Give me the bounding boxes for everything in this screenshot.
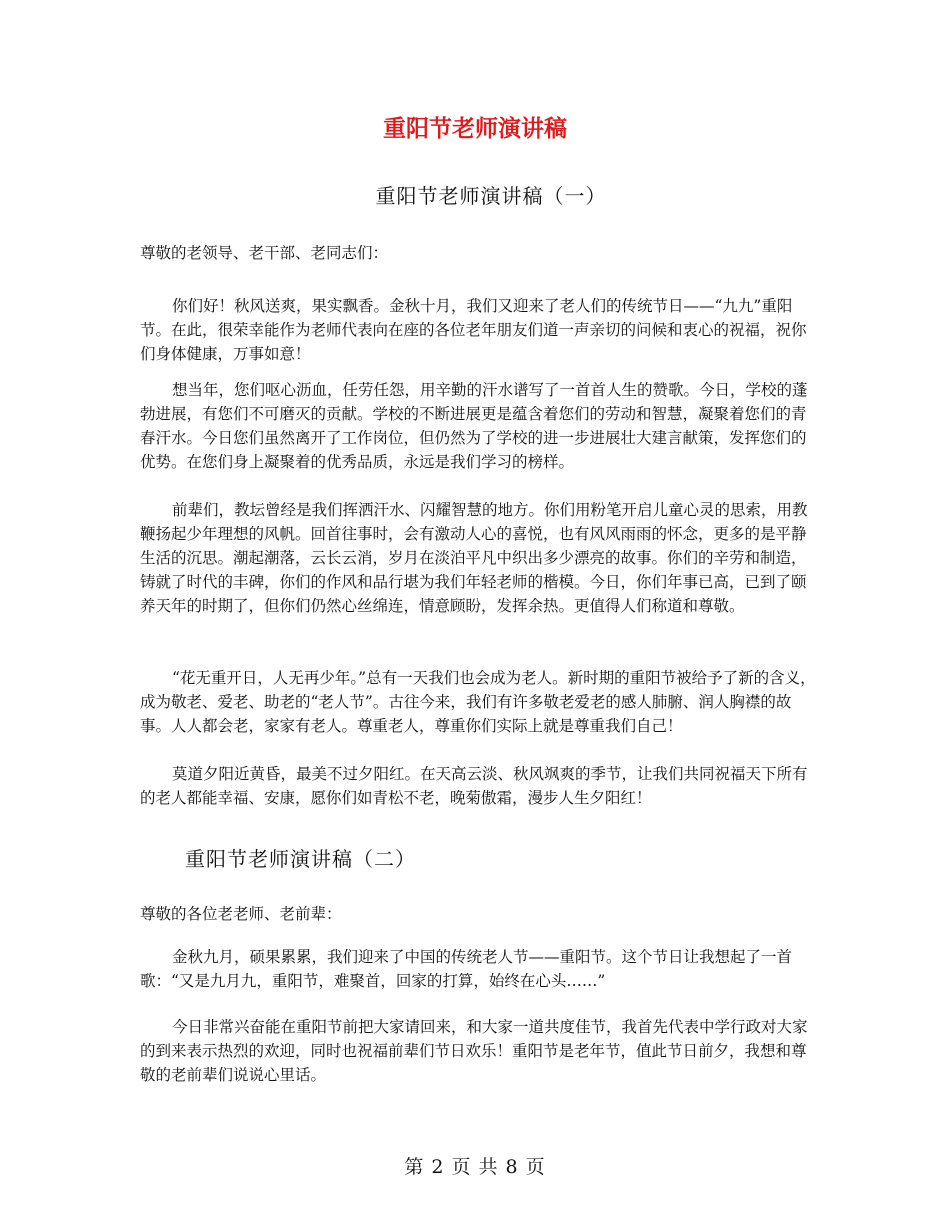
section-1-salutation: 尊敬的老领导、老干部、老同志们： (140, 244, 389, 262)
section-1-heading: 重阳节老师演讲稿（一） (375, 184, 607, 208)
section-1-paragraph-4: “花无重开日，人无再少年。”总有一天我们也会成为老人。新时期的重阳节被给予了新的含义，成为敬老、爱老、助老的“老人节”。古往今来，我们有许多敬老爱老的感人肺腑、润人胸襟的故事。人人都会老，家家有老人。尊重老人，尊重你们实际上就是尊重我们自己！ (140, 669, 816, 735)
section-2-paragraph-1: 金秋九月，硕果累累，我们迎来了中国的传统老人节——重阳节。这个节日让我想起了一首歌：“又是九月九，重阳节，难聚首，回家的打算，始终在心头……” (140, 948, 793, 990)
section-2-paragraph-2: 今日非常兴奋能在重阳节前把大家请回来，和大家一道共度佳节，我首先代表中学行政对大家的到来表示热烈的欢迎，同时也祝福前辈们节日欢乐！重阳节是老年节，值此节日前夕，我想和尊敬的老前辈们说说心里话。 (140, 1018, 808, 1084)
section-1-paragraph-3: 前辈们，教坛曾经是我们挥洒汗水、闪耀智慧的地方。你们用粉笔开启儿童心灵的思索，用教鞭扬起少年理想的风帆。回首往事时，会有激动人心的喜悦，也有风风雨雨的怀念，更多的是平静生活的沉思。潮起潮落，云长云消，岁月在淡泊平凡中织出多少漂亮的故事。你们的辛劳和制造，铸就了时代的丰碑，你们的作风和品行堪为我们年轻老师的楷模。今日，你们年事已高，已到了颐养天年的时期了，但你们仍然心丝绵连，情意顾盼，发挥余热。更值得人们称道和尊敬。 (140, 501, 808, 615)
document-title: 重阳节老师演讲稿 (383, 116, 567, 142)
section-2-salutation: 尊敬的各位老老师、老前辈： (140, 905, 342, 923)
section-1-paragraph-1: 你们好！秋风送爽，果实飘香。金秋十月，我们又迎来了老人们的传统节日——“九九”重阳节。在此，很荣幸能作为老师代表向在座的各位老年朋友们道一声亲切的问候和衷心的祝福，祝你们身体健康，万事如意！ (140, 297, 807, 363)
page-footer: 第 2 页 共 8 页 (404, 1156, 546, 1178)
section-1-paragraph-5: 莫道夕阳近黄昏，最美不过夕阳红。在天高云淡、秋风飒爽的季节，让我们共同祝福天下所有的老人都能幸福、安康，愿你们如青松不老，晚菊傲霜，漫步人生夕阳红！ (140, 765, 808, 807)
section-2-heading: 重阳节老师演讲稿（二） (185, 847, 416, 871)
section-1-paragraph-2: 想当年，您们呕心沥血，任劳任怨，用辛勤的汗水谱写了一首首人生的赞歌。今日，学校的蓬勃进展，有您们不可磨灭的贡献。学校的不断进展更是蕴含着您们的劳动和智慧，凝聚着您们的青春汗水。今日您们虽然离开了工作岗位，但仍然为了学校的进一步进展壮大建言献策，发挥您们的优势。在您们身上凝聚着的优秀品质，永远是我们学习的榜样。 (140, 381, 808, 471)
